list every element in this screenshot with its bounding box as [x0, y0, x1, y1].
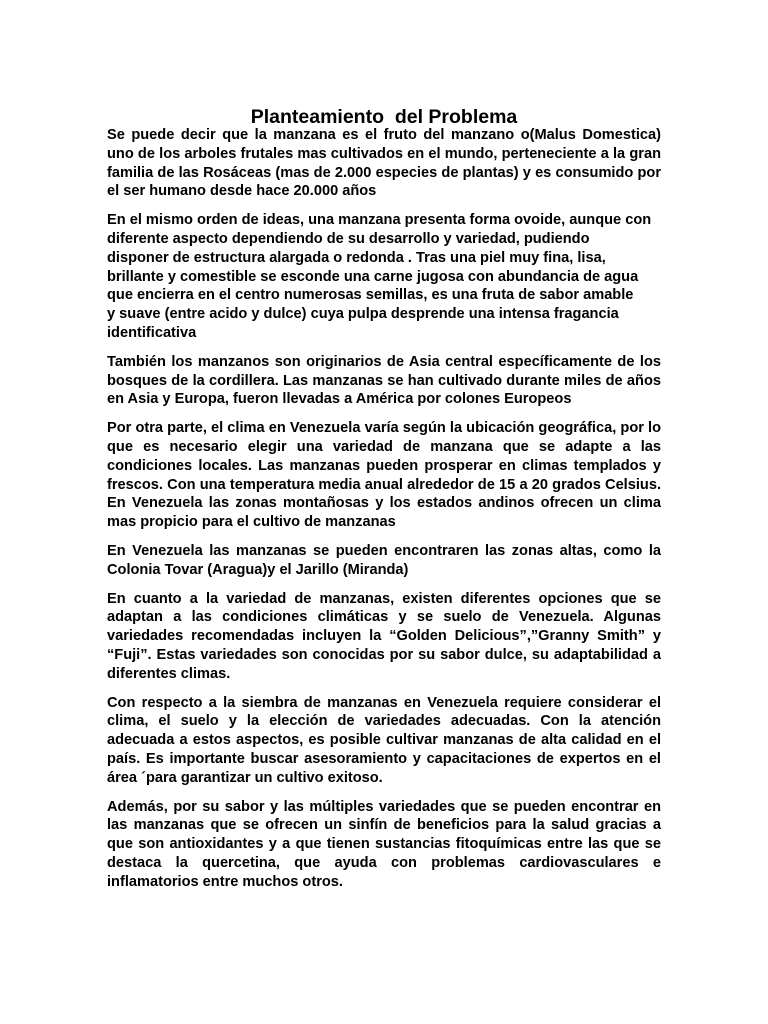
paragraph-1: Se puede decir que la manzana es el fruto del manzano o(Malus Domestica) uno de los arboles frutales mas cultivados en el mundo, perteneciente a la gran familia de las Rosáceas (mas de 2.000 especies de plantas) y es consumido por el ser humano desde hace 20.000 años [107, 127, 661, 200]
paragraph-3: También los manzanos son originarios de Asia central específicamente de los bosques de la cordillera. Las manzanas se han cultivado durante miles de años en Asia y Europa, fueron llevadas a América por colones Europeos [107, 353, 661, 408]
paragraph-7: Con respecto a la siembra de manzanas en Venezuela requiere considerar el clima, el suelo y la elección de variedades adecuadas. Con la atención adecuada a estos aspectos, es posible cultivar manzanas de alta calidad en el país. Es importante buscar asesoramiento y capacitaciones de expertos en el área ´para garantizar un cultivo exitoso. [107, 694, 661, 786]
page-title: Planteamiento del Problema [250, 106, 518, 129]
document-body [107, 126, 661, 901]
paragraph-2: En el mismo orden de ideas, una manzana presenta forma ovoide, aunque con diferente aspecto dependiendo de su desarrollo y variedad, pudiendo disponer de estructura alargada o redonda . Tras una piel muy fina, lisa, brillante y comestible se esconde una carne jugosa con abundancia de agua que encierra en el centro numerosas semillas, es una fruta de sabor amable y suave (entre acido y dulce) cuya pulpa desprende una intensa fragancia identificativa [107, 212, 652, 341]
paragraph-8: Además, por su sabor y las múltiples variedades que se pueden encontrar en las manzanas que se ofrecen un sinfín de beneficios para la salud gracias a que son antioxidantes y a que tienen sustancias fitoquímicas entre las que se destaca la quercetina, que ayuda con problemas cardiovasculares e inflamatorios entre muchos otros. [107, 798, 661, 890]
paragraph-5: En Venezuela las manzanas se pueden encontraren las zonas altas, como la Colonia Tovar (Aragua)y el Jarillo (Miranda) [107, 542, 661, 578]
paragraph-4: Por otra parte, el clima en Venezuela varía según la ubicación geográfica, por lo que es necesario elegir una variedad de manzana que se adapte a las condiciones locales. Las manzanas pueden prosperar en climas templados y frescos. Con una temperatura media anual alrededor de 15 a 20 grados Celsius. En Venezuela las zonas montañosas y los estados andinos ofrecen un clima mas propicio para el cultivo de manzanas [107, 420, 661, 531]
paragraph-6: En cuanto a la variedad de manzanas, existen diferentes opciones que se adaptan a las condiciones climáticas y se suelo de Venezuela. Algunas variedades recomendadas incluyen la “Golden Delicious”,”Granny Smith” y “Fuji”. Estas variedades son conocidas por su sabor dulce, su adaptabilidad a diferentes climas. [107, 590, 661, 682]
